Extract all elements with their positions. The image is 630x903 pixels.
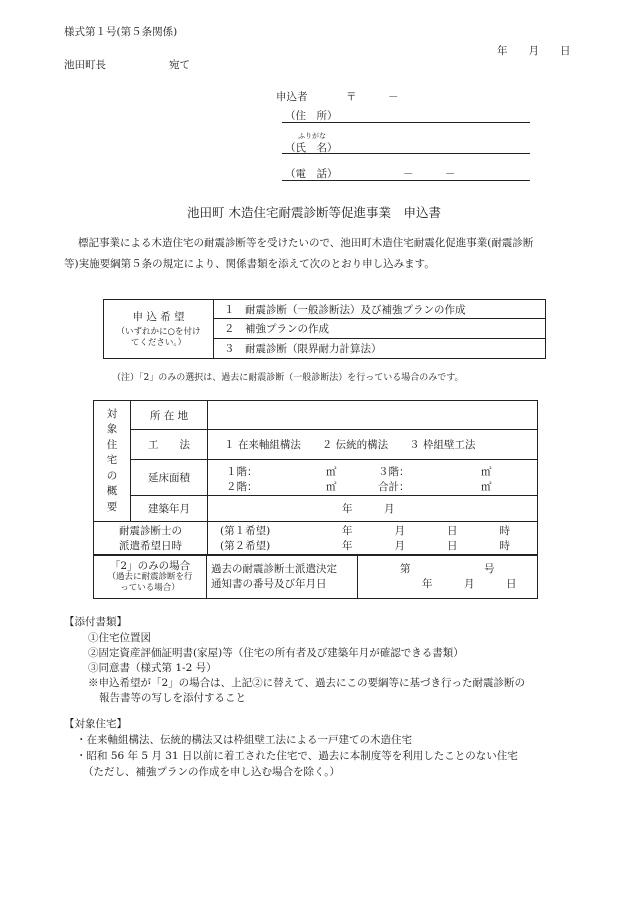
dispatch-datetime-2[interactable]: 年 月 日 時 xyxy=(342,539,510,552)
attachment-item-1: ①住宅位置図 xyxy=(88,632,151,644)
name-label: （氏 名） xyxy=(285,142,338,154)
request-note: （注）「2」のみの選択は、過去に耐震診断（一般診断法）を行っている場合のみです。 xyxy=(112,373,464,383)
attachment-note-2: 報告書等の写しを添付すること xyxy=(99,692,246,704)
location-label: 所 在 地 xyxy=(131,401,208,430)
prior-label-2: （過去に耐震診断を行 xyxy=(107,571,193,582)
form-number: 様式第１号(第５条関係) xyxy=(64,26,178,38)
prior-date[interactable]: 年 月 日 xyxy=(422,577,517,590)
request-table xyxy=(103,299,546,359)
target-item-3: （ただし、補強プランの作成を申し込む場合を除く。） xyxy=(83,766,341,778)
name-field[interactable] xyxy=(282,153,530,154)
total-unit: ㎡ xyxy=(481,480,492,493)
request-sub-2: てください。） xyxy=(130,338,187,348)
dispatch-label-2: 派遣希望日時 xyxy=(119,539,182,552)
prior-label-1: 「2」のみの場合 xyxy=(109,559,191,572)
target-item-1: ・在来軸組構法、伝統的構法又は枠組壁工法による一戸建ての木造住宅 xyxy=(76,734,412,746)
phone-dashes: － － xyxy=(403,168,456,180)
target-item-2: ・昭和 56 年 5 月 31 日以前に着工された住宅で、過去に本制度等を利用したことのない住宅 xyxy=(76,750,518,762)
floor2-unit: ㎡ xyxy=(326,480,337,493)
postal-code-field[interactable]: 〒 － xyxy=(346,91,399,103)
floor3-label: ３階： xyxy=(378,465,410,478)
prior-label xyxy=(94,555,207,599)
dispatch-label xyxy=(94,522,208,556)
request-label-cell xyxy=(104,300,214,359)
furigana-label: ふりがな xyxy=(298,132,326,140)
total-label: 合計： xyxy=(378,480,410,493)
floor1-unit: ㎡ xyxy=(326,465,337,478)
floor1-label: １階： xyxy=(226,465,258,478)
dispatch-label-1: 耐震診断士の xyxy=(119,524,182,537)
dispatch-choice-2: (第２希望) xyxy=(220,539,271,552)
address-label: （住 所） xyxy=(285,110,338,122)
prior-number-field[interactable] xyxy=(358,555,538,599)
date-line[interactable]: 年 月 日 xyxy=(497,45,571,57)
floor2-label: ２階： xyxy=(226,480,258,493)
dispatch-datetime-1[interactable]: 年 月 日 時 xyxy=(342,524,510,537)
intro-line-2: 等)実施要綱第５条の規定により、関係書類を添えて次のとおり申し込みます。 xyxy=(64,258,435,270)
location-field[interactable] xyxy=(208,401,538,430)
build-year-label: 建築年月 xyxy=(131,496,208,522)
request-option-2[interactable]: ２ 補強プランの作成 xyxy=(214,319,546,339)
address-field[interactable] xyxy=(282,122,530,123)
prior-label-3: っている場合） xyxy=(120,582,180,593)
request-label: 申 込 希 望 xyxy=(132,311,185,324)
form-title: 池田町 木造住宅耐震診断等促進事業 申込書 xyxy=(187,205,441,220)
prior-desc-2: 通知書の番号及び年月日 xyxy=(211,577,327,590)
method-label: 工 法 xyxy=(131,430,208,460)
prior-desc xyxy=(207,555,358,599)
phone-label: （電 話） xyxy=(285,168,338,180)
floor3-unit: ㎡ xyxy=(481,465,492,478)
property-side-label: 対 象 住 宅 の 概 要 xyxy=(94,401,131,522)
attachments-heading: 【添付書類】 xyxy=(64,616,127,628)
prior-table xyxy=(93,554,538,599)
floor-area-label: 延床面積 xyxy=(131,460,208,496)
request-option-1[interactable]: １ 耐震診断（一般診断法）及び補強プランの作成 xyxy=(214,300,546,319)
dispatch-choice-1: (第１希望) xyxy=(220,524,271,537)
method-options[interactable]: １ 在来軸組構法 ２ 伝統的構法 ３ 枠組壁工法 xyxy=(208,430,538,460)
target-heading: 【対象住宅】 xyxy=(64,718,127,730)
request-sub-1: （いずれかに○を付け xyxy=(116,327,201,338)
attachment-note-1: ※申込希望が「2」の場合は、上記②に替えて、過去にこの要綱等に基づき行った耐震診断の xyxy=(88,677,525,689)
attachment-item-3: ③同意書（様式第 1-2 号） xyxy=(88,662,217,674)
applicant-label: 申込者 xyxy=(276,91,308,103)
prior-number[interactable]: 第 号 xyxy=(400,562,495,575)
property-table xyxy=(93,400,538,556)
dispatch-field[interactable] xyxy=(208,522,538,556)
build-year-field[interactable]: 年 月 xyxy=(208,496,538,522)
addressee: 池田町長 宛て xyxy=(64,59,190,71)
request-option-3[interactable]: ３ 耐震診断（限界耐力計算法） xyxy=(214,339,546,359)
phone-field[interactable] xyxy=(282,180,530,181)
floor-area-field[interactable] xyxy=(208,460,538,496)
attachment-item-2: ②固定資産評価証明書(家屋)等（住宅の所有者及び建築年月が確認できる書類） xyxy=(88,647,464,659)
prior-desc-1: 過去の耐震診断士派遣決定 xyxy=(211,562,337,575)
intro-line-1: 標記事業による木造住宅の耐震診断等を受けたいので、池田町木造住宅耐震化促進事業(耐震診断 xyxy=(78,237,534,249)
